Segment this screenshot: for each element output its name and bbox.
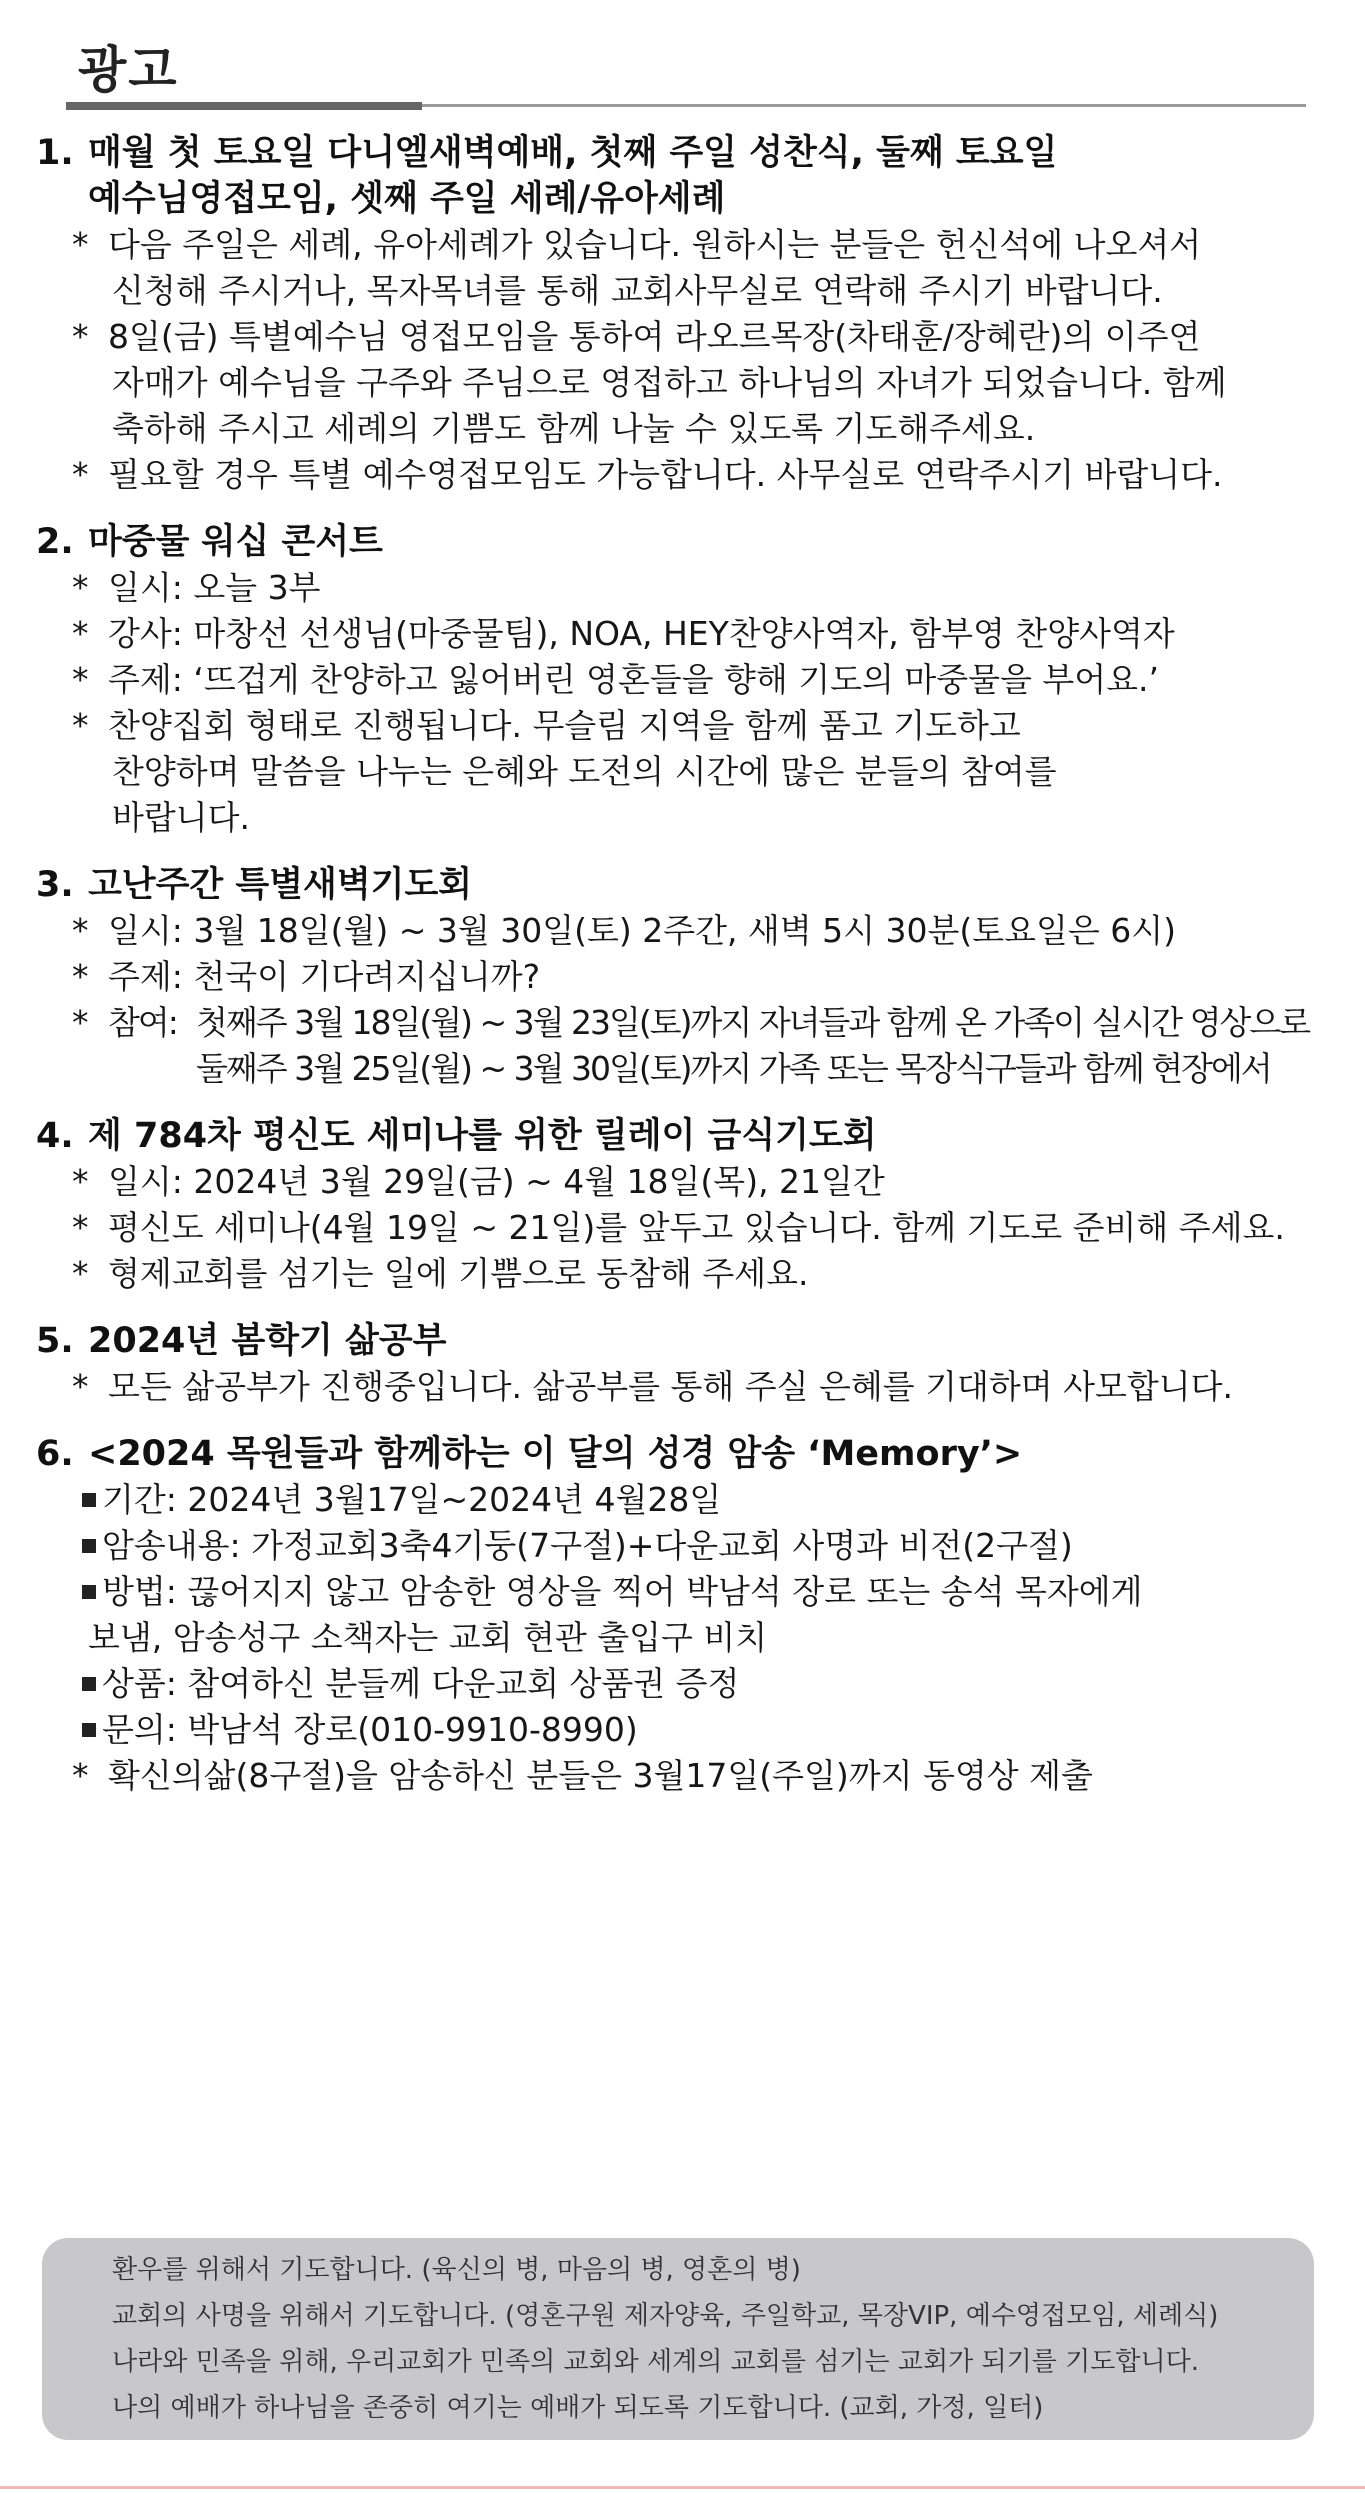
prayer-line: 나의 예배가 하나님을 존중히 여기는 예배가 되도록 기도합니다. (교회, 가정, 일터) xyxy=(112,2393,1044,2423)
list-item xyxy=(36,222,1336,314)
list-item xyxy=(36,1000,1336,1092)
title-divider-accent xyxy=(66,102,422,110)
item-line: 신청해 주시거나, 목자목녀를 통해 교회사무실로 연락해 주시기 바랍니다. xyxy=(112,271,1163,310)
announcement-number: 1. xyxy=(36,133,74,173)
page-title: 광고 xyxy=(78,41,179,99)
item-line: 일시: 3월 18일(월) ~ 3월 30일(토) 2주간, 새벽 5시 30분(토요일은 6시) xyxy=(108,911,1177,950)
item-line: 자매가 예수님을 구주와 주님으로 영접하고 하나님의 자녀가 되었습니다. 함께 xyxy=(112,363,1227,402)
list-item xyxy=(36,908,1336,954)
item-line: 축하해 주시고 세례의 기쁨도 함께 나눌 수 있도록 기도해주세요. xyxy=(112,409,1036,448)
prayer-box xyxy=(42,2238,1314,2440)
announcement-number: 2. xyxy=(36,522,74,562)
asterisk-bullet: * xyxy=(72,568,89,607)
announcement-heading xyxy=(36,1113,1336,1159)
item-line: 기간: 2024년 3월17일~2024년 4월28일 xyxy=(102,1480,722,1519)
asterisk-bullet: * xyxy=(72,614,89,653)
participation-label: 참여: xyxy=(108,1003,177,1042)
prayer-line: 환우를 위해서 기도합니다. (육신의 병, 마음의 병, 영혼의 병) xyxy=(112,2255,801,2285)
asterisk-bullet: * xyxy=(72,957,89,996)
prayer-line: 교회의 사명을 위해서 기도합니다. (영혼구원 제자양육, 주일학교, 목장VIP, 예수영접모임, 세례식) xyxy=(112,2301,1219,2331)
announcement-heading xyxy=(36,130,1336,222)
announcement-2 xyxy=(36,519,1336,841)
item-line: 일시: 2024년 3월 29일(금) ~ 4월 18일(목), 21일간 xyxy=(108,1162,885,1201)
square-bullet-icon xyxy=(82,1585,96,1599)
announcement-number: 6. xyxy=(36,1434,74,1474)
announcement-number: 4. xyxy=(36,1116,74,1156)
announcement-1 xyxy=(36,130,1336,498)
list-item xyxy=(36,452,1336,498)
heading-line: 매월 첫 토요일 다니엘새벽예배, 첫째 주일 성찬식, 둘째 토요일 xyxy=(88,133,1058,173)
item-line: 문의: 박남석 장로(010-9910-8990) xyxy=(102,1710,638,1749)
item-line: 찬양하며 말씀을 나누는 은혜와 도전의 시간에 많은 분들의 참여를 xyxy=(112,752,1057,791)
item-line: 첫째주 3월 18일(월) ~ 3월 23일(토)까지 자녀들과 함께 온 가족이 실시간 영상으로 xyxy=(196,1003,1310,1042)
list-item xyxy=(36,611,1336,657)
list-item xyxy=(36,1205,1336,1251)
list-item xyxy=(36,1251,1336,1297)
heading-line: 2024년 봄학기 삶공부 xyxy=(88,1321,447,1361)
list-item xyxy=(36,1523,1336,1569)
item-line: 평신도 세미나(4월 19일 ~ 21일)를 앞두고 있습니다. 함께 기도로 준비해 주세요. xyxy=(108,1208,1285,1247)
heading-line: <2024 목원들과 함께하는 이 달의 성경 암송 ‘Memory’> xyxy=(88,1434,1023,1474)
asterisk-bullet: * xyxy=(72,1162,89,1201)
square-bullet-icon xyxy=(82,1723,96,1737)
item-line: 바랍니다. xyxy=(112,798,251,837)
participation-row xyxy=(108,1000,1336,1046)
item-line: 확신의삶(8구절)을 암송하신 분들은 3월17일(주일)까지 동영상 제출 xyxy=(108,1756,1093,1795)
list-item xyxy=(36,703,1336,841)
list-item xyxy=(36,1569,1336,1661)
item-line: 주제: 천국이 기다려지십니까? xyxy=(108,957,541,996)
item-line: 일시: 오늘 3부 xyxy=(108,568,321,607)
announcement-list xyxy=(36,130,1336,1820)
announcement-heading xyxy=(36,862,1336,908)
list-item xyxy=(36,1661,1336,1707)
item-line: 형제교회를 섬기는 일에 기쁨으로 동참해 주세요. xyxy=(108,1254,809,1293)
prayer-line: 나라와 민족을 위해, 우리교회가 민족의 교회와 세계의 교회를 섬기는 교회가 되기를 기도합니다. xyxy=(112,2347,1199,2377)
item-line: 상품: 참여하신 분들께 다운교회 상품권 증정 xyxy=(102,1664,740,1703)
heading-line: 고난주간 특별새벽기도회 xyxy=(88,865,473,905)
asterisk-bullet: * xyxy=(72,1367,89,1406)
list-item xyxy=(36,1159,1336,1205)
asterisk-bullet: * xyxy=(72,706,89,745)
square-bullet-icon xyxy=(82,1677,96,1691)
list-item xyxy=(36,954,1336,1000)
announcement-4 xyxy=(36,1113,1336,1297)
item-line: 방법: 끊어지지 않고 암송한 영상을 찍어 박남석 장로 또는 송석 목자에게 xyxy=(102,1572,1143,1611)
list-item xyxy=(36,657,1336,703)
announcement-5 xyxy=(36,1318,1336,1410)
item-line: 주제: ‘뜨겁게 찬양하고 잃어버린 영혼들을 향해 기도의 마중물을 부어요.’ xyxy=(108,660,1159,699)
list-item xyxy=(36,314,1336,452)
list-item xyxy=(36,1477,1336,1523)
item-line: 8일(금) 특별예수님 영접모임을 통하여 라오르목장(차태훈/장혜란)의 이주연 xyxy=(108,317,1201,356)
announcement-heading xyxy=(36,519,1336,565)
item-line: 다음 주일은 세례, 유아세례가 있습니다. 원하시는 분들은 헌신석에 나오셔서 xyxy=(108,225,1202,264)
heading-line: 제 784차 평신도 세미나를 위한 릴레이 금식기도회 xyxy=(88,1116,877,1156)
asterisk-bullet: * xyxy=(72,225,89,264)
item-line: 찬양집회 형태로 진행됩니다. 무슬림 지역을 함께 품고 기도하고 xyxy=(108,706,1021,745)
announcement-heading xyxy=(36,1318,1336,1364)
asterisk-bullet: * xyxy=(72,911,89,950)
asterisk-bullet: * xyxy=(72,1208,89,1247)
announcement-number: 3. xyxy=(36,865,74,905)
asterisk-bullet: * xyxy=(72,660,89,699)
participation-row xyxy=(108,1046,1336,1092)
asterisk-bullet: * xyxy=(72,1254,89,1293)
square-bullet-icon xyxy=(82,1539,96,1553)
heading-line: 예수님영접모임, 셋째 주일 세례/유아세례 xyxy=(88,179,726,219)
announcement-6 xyxy=(36,1431,1336,1799)
item-line: 둘째주 3월 25일(월) ~ 3월 30일(토)까지 가족 또는 목장식구들과 함께 현장에서 xyxy=(196,1049,1271,1088)
list-item xyxy=(36,565,1336,611)
item-line: 강사: 마창선 선생님(마중물팀), NOA, HEY찬양사역자, 함부영 찬양사역자 xyxy=(108,614,1175,653)
asterisk-bullet: * xyxy=(72,1003,89,1042)
item-line: 암송내용: 가정교회3축4기둥(7구절)+다운교회 사명과 비전(2구절) xyxy=(102,1526,1073,1565)
square-bullet-icon xyxy=(82,1493,96,1507)
announcement-heading xyxy=(36,1431,1336,1477)
heading-line: 마중물 워십 콘서트 xyxy=(88,522,383,562)
list-item xyxy=(36,1364,1336,1410)
item-line: 모든 삶공부가 진행중입니다. 삶공부를 통해 주실 은혜를 기대하며 사모합니다. xyxy=(108,1367,1233,1406)
item-line: 보냄, 암송성구 소책자는 교회 현관 출입구 비치 xyxy=(88,1618,768,1657)
bottom-divider xyxy=(0,2486,1365,2489)
asterisk-bullet: * xyxy=(72,455,89,494)
asterisk-bullet: * xyxy=(72,1756,89,1795)
announcement-3 xyxy=(36,862,1336,1092)
announcement-number: 5. xyxy=(36,1321,74,1361)
list-item xyxy=(36,1707,1336,1753)
list-item xyxy=(36,1753,1336,1799)
asterisk-bullet: * xyxy=(72,317,89,356)
item-line: 필요할 경우 특별 예수영접모임도 가능합니다. 사무실로 연락주시기 바랍니다. xyxy=(108,455,1223,494)
